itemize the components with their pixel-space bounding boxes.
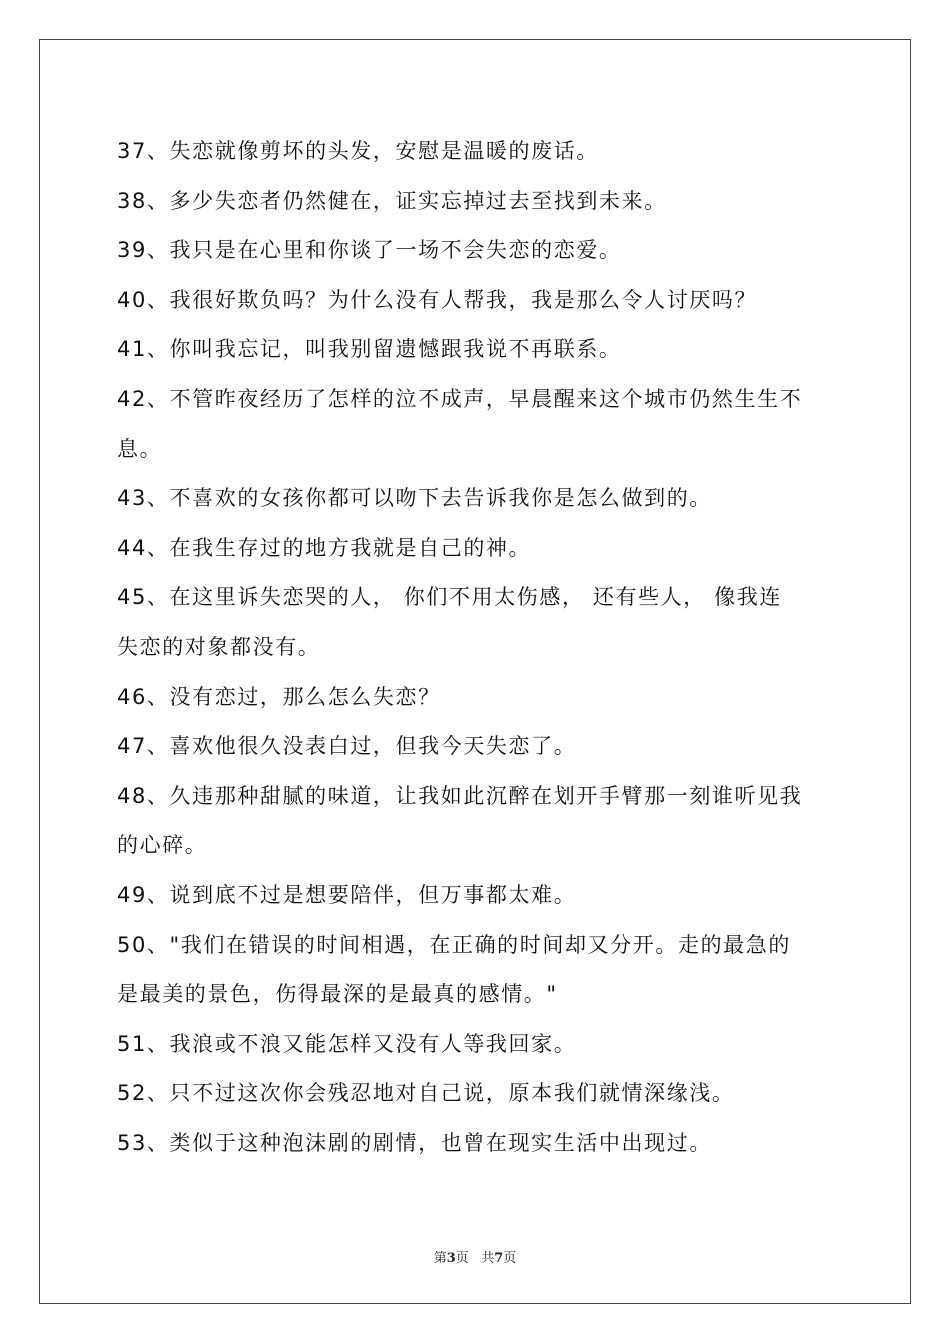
text-line: 53、类似于这种泡沫剧的剧情，也曾在现实生活中出现过。 [117, 1130, 712, 1155]
text-line: 52、只不过这次你会残忍地对自己说，原本我们就情深缘浅。 [117, 1081, 735, 1106]
text-line: 43、不喜欢的女孩你都可以吻下去告诉我你是怎么做到的。 [117, 486, 712, 511]
page-suffix: 页 [455, 1251, 469, 1266]
document-body [117, 127, 839, 1168]
text-line: 42、不管昨夜经历了怎样的泣不成声，早晨醒来这个城市仍然生生不 [117, 386, 803, 411]
text-line: 51、我浪或不浪又能怎样又没有人等我回家。 [117, 1031, 577, 1056]
text-line: 46、没有恋过，那么怎么失恋？ [117, 684, 441, 709]
text-line: 是最美的景色，伤得最深的是最真的感情。" [117, 982, 558, 1007]
page-prefix: 第 [433, 1251, 447, 1266]
text-line: 50、"我们在错误的时间相遇，在正确的时间却又分开。走的最急的 [117, 932, 791, 957]
page-number: 3 [446, 1251, 456, 1266]
text-line: 37、失恋就像剪坏的头发，安慰是温暖的废话。 [117, 139, 599, 163]
total-prefix: 共 [481, 1251, 495, 1266]
text-line: 49、说到底不过是想要陪伴，但万事都太难。 [117, 882, 577, 907]
text-line: 41、你叫我忘记，叫我别留遗憾跟我说不再联系。 [117, 337, 622, 362]
page-footer [0, 1247, 950, 1266]
text-line: 45、在这里诉失恋哭的人， 你们不用太伤感， 还有些人， 像我连 [117, 585, 782, 610]
text-line: 39、我只是在心里和你谈了一场不会失恋的恋爱。 [117, 238, 622, 263]
text-line: 的心碎。 [117, 833, 208, 858]
text-line: 失恋的对象都没有。 [117, 634, 321, 659]
total-suffix: 页 [503, 1251, 517, 1266]
text-line: 48、久违那种甜腻的味道，让我如此沉醉在划开手臂那一刻谁听见我 [117, 783, 803, 808]
text-line: 38、多少失恋者仍然健在，证实忘掉过去至找到未来。 [117, 188, 667, 213]
text-line: 40、我很好欺负吗？为什么没有人帮我，我是那么令人讨厌吗？ [117, 287, 758, 312]
text-line: 47、喜欢他很久没表白过，但我今天失恋了。 [117, 734, 577, 759]
text-line: 息。 [117, 436, 163, 461]
text-line: 44、在我生存过的地方我就是自己的神。 [117, 535, 532, 560]
total-pages: 7 [494, 1251, 504, 1266]
